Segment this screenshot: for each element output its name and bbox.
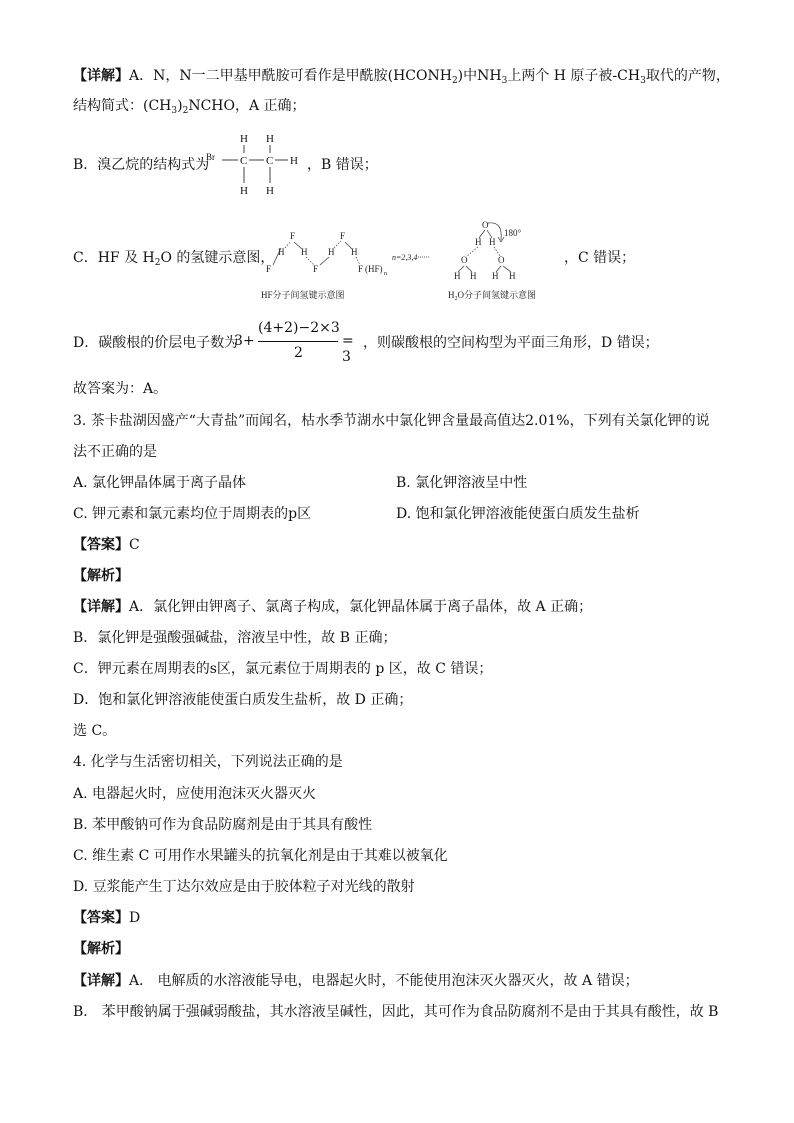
q3-option-d: D. 饱和氯化钾溶液能使蛋白质发生盐析: [396, 506, 640, 522]
q2-option-b-result: ，B 错误；: [307, 157, 378, 173]
detail-tag: 【详解】: [73, 599, 129, 615]
q4-answer: 【答案】D: [73, 910, 141, 926]
q3-answer: 【答案】C: [73, 537, 140, 553]
h-atom: H: [266, 185, 274, 197]
q2-option-b: B．溴乙烷的结构式为: [73, 157, 210, 173]
svg-text:n=2,3,4······: n=2,3,4······: [392, 253, 430, 262]
svg-text:F: F: [266, 264, 272, 274]
svg-text:H: H: [492, 271, 499, 281]
h-atom: H: [240, 133, 248, 145]
q2-option-c: C．HF 及 $H_2O$ 的氢键示意图，: [73, 250, 275, 268]
svg-text:F: F: [290, 231, 296, 241]
svg-text:(HF): (HF): [365, 264, 383, 274]
hydrogen-bond-diagram: [258, 215, 563, 305]
q2-option-a-line1: 【详解】A．N，N一二甲基甲酰胺可看作是甲酰胺$(HCONH_2)$中$NH_3$上两个 H 原子被$-CH_3$取代的产物，: [73, 68, 730, 86]
svg-text:O: O: [461, 255, 468, 265]
answer-tag: 【答案】: [73, 910, 129, 926]
bromoethane-structure: [206, 132, 306, 198]
h-atom: H: [266, 133, 274, 145]
q4-stem: 4. 化学与生活密切相关，下列说法正确的是: [73, 754, 343, 770]
q3-analysis-tag: 【解析】: [73, 568, 129, 584]
valence-electron-formula: 3+ (4+2)−2×3 2 = 3: [234, 320, 354, 365]
q4-option-b: B. 苯甲酸钠可作为食品防腐剂是由于其具有酸性: [73, 817, 373, 833]
svg-text:H: H: [489, 237, 496, 247]
q4-analysis-tag: 【解析】: [73, 941, 129, 957]
svg-text:H: H: [470, 271, 477, 281]
svg-text:H: H: [278, 247, 285, 257]
q3-option-c: C. 钾元素和氯元素均位于周期表的p区: [73, 506, 312, 522]
detail-tag: 【详解】: [73, 68, 129, 84]
q3-detail-a: 【详解】A．氯化钾由钾离子、氯离子构成，氯化钾晶体属于离子晶体，故 A 正确；: [73, 599, 593, 615]
hf-caption: HF分子间氢键示意图: [261, 290, 345, 300]
fraction-denominator: 2: [294, 345, 303, 361]
svg-text:H: H: [454, 271, 461, 281]
svg-text:F: F: [340, 231, 346, 241]
c-atom: C: [266, 155, 274, 167]
h2o-caption: $H_2O$分子间氢键示意图: [448, 290, 536, 302]
q3-option-b: B. 氯化钾溶液呈中性: [396, 475, 528, 491]
svg-text:H: H: [509, 271, 516, 281]
q3-detail-c: C．钾元素在周期表的s区，氯元素位于周期表的 p 区，故 C 错误；: [73, 661, 493, 677]
h-atom: H: [290, 155, 298, 167]
detail-tag: 【详解】: [73, 973, 129, 989]
q4-option-c: C. 维生素 C 可用作水果罐头的抗氧化剂是由于其难以被氧化: [73, 848, 448, 864]
q3-choose: 选 C。: [73, 723, 117, 739]
fraction-bar: [258, 341, 338, 342]
fraction-numerator: (4+2)−2×3: [258, 320, 340, 336]
q2-option-c-result: ，C 错误；: [564, 250, 636, 266]
svg-text:O: O: [498, 255, 505, 265]
svg-text:H: H: [475, 237, 482, 247]
svg-text:180°: 180°: [504, 228, 522, 238]
h-atom: H: [240, 185, 248, 197]
q4-detail-b: B． 苯甲酸钠属于强碱弱酸盐，其水溶液呈碱性，因此，其可作为食品防腐剂不是由于其具有酸性，故 B: [73, 1004, 719, 1020]
svg-text:H: H: [328, 247, 335, 257]
q4-option-d: D. 豆浆能产生丁达尔效应是由于胶体粒子对光线的散射: [73, 879, 415, 895]
q3-detail-d: D．饱和氯化钾溶液能使蛋白质发生盐析，故 D 正确；: [73, 692, 413, 708]
svg-text:F: F: [358, 264, 364, 274]
svg-text:H: H: [351, 247, 358, 257]
q4-option-a: A. 电器起火时，应使用泡沫灭火器灭火: [73, 786, 317, 802]
svg-text:O: O: [482, 220, 489, 230]
c-atom: C: [240, 155, 248, 167]
q3-option-a: A. 氯化钾晶体属于离子晶体: [73, 475, 247, 491]
br-atom: Br: [206, 152, 215, 162]
q2-option-d: D．碳酸根的价层电子数为: [73, 335, 239, 351]
q3-detail-b: B．氯化钾是强酸强碱盐，溶液呈中性，故 B 正确；: [73, 630, 397, 646]
svg-text:n: n: [384, 271, 387, 277]
svg-text:F: F: [313, 264, 319, 274]
q4-detail-a: 【详解】A． 电解质的水溶液能导电，电器起火时，不能使用泡沫灭火器灭火，故 A 错误；: [73, 973, 639, 989]
q3-stem-line1: 3. 茶卡盐湖因盛产“大青盐”而闻名，枯水季节湖水中氯化钾含量最高值达2.01%，下列有关氯化钾的说: [73, 413, 710, 429]
q2-option-a-line2: 结构简式：$(CH_3)_2NCHO$，A 正确；: [73, 98, 306, 116]
answer-tag: 【答案】: [73, 537, 129, 553]
q2-option-d-result: ，则碳酸根的空间构型为平面三角形，D 错误；: [363, 335, 659, 351]
svg-text:H: H: [301, 247, 308, 257]
q3-stem-line2: 法不正确的是: [73, 444, 157, 460]
q2-answer: 故答案为：A。: [73, 381, 168, 397]
